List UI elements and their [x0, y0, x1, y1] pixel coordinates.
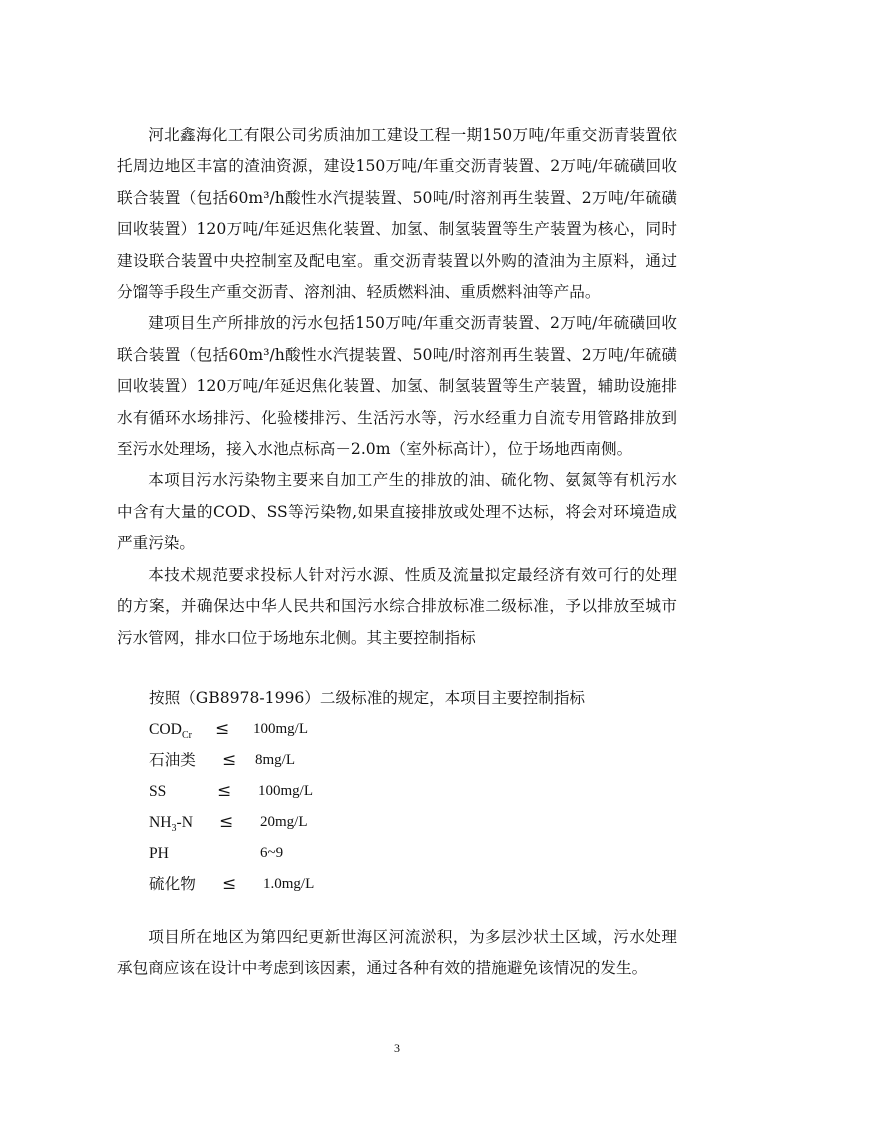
closing-text: [117, 922, 677, 985]
paragraph-wastewater-sources: 建项目生产所排放的污水包括150万吨/年重交沥青装置、2万吨/年硫磺回收联合装置（包括60m³/h酸性水汽提装置、50吨/时溶剂再生装置、2万吨/年硫磺回收装置）120万吨/年延迟焦化装置、加氢、制氢装置等生产装置，辅助设施排水有循环水场排污、化验楼排污、生活污水等，污水经重力自流专用管路排放到至污水处理场，接入水池点标高－2.0m（室外标高计），位于场地西南侧。: [117, 314, 677, 459]
limit-value: 20mg/L: [260, 814, 308, 830]
limit-operator: ≤: [217, 781, 232, 801]
limit-value: 100mg/L: [258, 783, 313, 799]
limit-value: 6~9: [260, 845, 284, 861]
limit-name: PH: [149, 845, 169, 862]
limit-row-ss: [149, 776, 669, 807]
limit-name: $COD_{Cr}$: [149, 721, 192, 742]
paragraph-soil-conditions: 项目所在地区为第四纪更新世海区河流淤积，为多层沙状土区域，污水处理承包商应该在设计中考虑到该因素，通过各种有效的措施避免该情况的发生。: [117, 928, 677, 978]
limit-row-sulfide: [149, 869, 669, 900]
limit-name: 石油类: [149, 751, 196, 769]
limits-intro: 按照（GB8978-1996）二级标准的规定，本项目主要控制指标: [149, 689, 586, 707]
limit-row-petroleum: [149, 745, 669, 776]
paragraph-pollutants: 本项目污水污染物主要来自加工产生的排放的油、硫化物、氨氮等有机污水中含有大量的COD、SS等污染物,如果直接排放或处理不达标，将会对环境造成严重污染。: [117, 471, 677, 553]
limit-value: 8mg/L: [255, 752, 295, 768]
limit-value: 100mg/L: [253, 721, 308, 737]
limit-row-nh3n: [149, 807, 669, 838]
control-limits: [149, 683, 669, 900]
page-number: 3: [394, 1041, 400, 1055]
paragraph-overview: 河北鑫海化工有限公司劣质油加工建设工程一期150万吨/年重交沥青装置依托周边地区丰富的渣油资源，建设150万吨/年重交沥青装置、2万吨/年硫磺回收联合装置（包括60m³/h酸性水汽提装置、50吨/时溶剂再生装置、2万吨/年硫磺回收装置）120万吨/年延迟焦化装置、加氢、制氢装置等生产装置为核心，同时建设联合装置中央控制室及配电室。重交沥青装置以外购的渣油为主原料，通过分馏等手段生产重交沥青、溶剂油、轻质燃料油、重质燃料油等产品。: [117, 126, 677, 302]
limit-operator: ≤: [222, 874, 237, 894]
limit-operator: ≤: [219, 812, 234, 832]
limit-value: 1.0mg/L: [263, 876, 315, 892]
limit-operator: ≤: [222, 750, 237, 770]
limit-operator: ≤: [215, 719, 230, 739]
body-text: [117, 120, 677, 654]
limit-row-cod: [149, 714, 669, 745]
limit-name: 硫化物: [149, 875, 196, 893]
limit-name: SS: [149, 783, 167, 800]
limit-row-ph: [149, 838, 669, 869]
paragraph-requirements: 本技术规范要求投标人针对污水源、性质及流量拟定最经济有效可行的处理的方案，并确保达中华人民共和国污水综合排放标准二级标准，予以排放至城市污水管网，排水口位于场地东北侧。其主要控制指标: [117, 565, 677, 647]
limit-name: $NH_3-N$: [149, 814, 193, 835]
